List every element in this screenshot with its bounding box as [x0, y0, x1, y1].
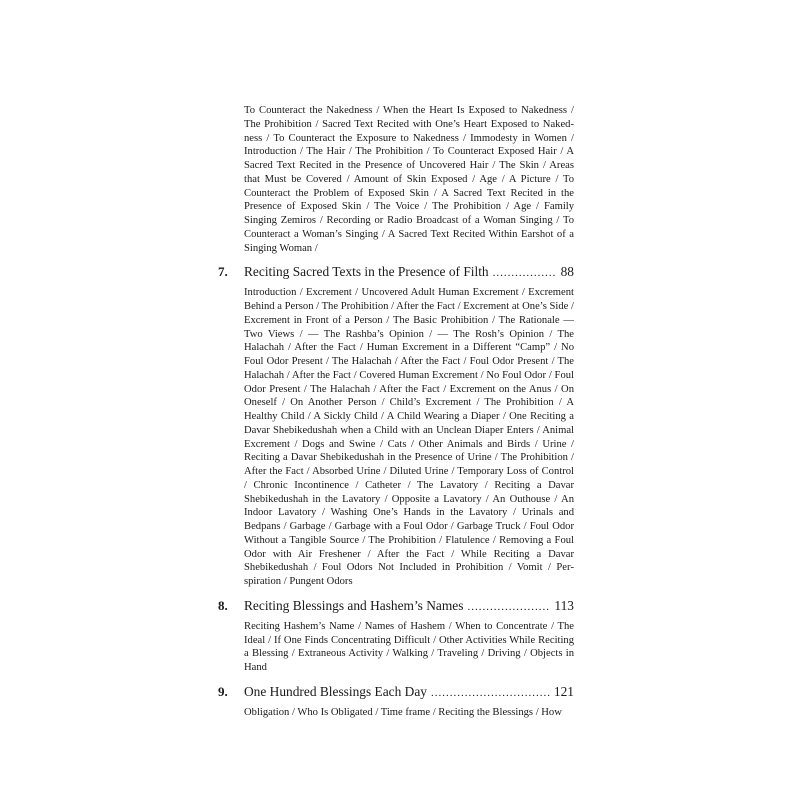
chapter-title: Reciting Sacred Texts in the Presence of Filth	[244, 264, 489, 280]
chapter-heading[interactable]	[218, 597, 574, 616]
chapter-number: 7.	[218, 264, 228, 280]
chapter-topic-list: Obligation / Who Is Obligated / Time frame / Reciting the Blessings / How	[244, 706, 562, 718]
chapter-page-number: 113	[554, 597, 574, 613]
dot-leader	[467, 598, 550, 616]
chapter-8	[218, 597, 574, 675]
chapter-heading[interactable]	[218, 683, 574, 702]
chapter-number: 9.	[218, 683, 228, 699]
chapter-topic-list: Introduction / Excrement / Uncovered Adult Human Excrement / Excrement Behind a Person / The Prohibition / After the Fact / Excrement at One’s Side / Excrement in Front of a Person / The Basic Prohibition / The Rationale — Two Views / — The Rashba’s Opinion / — The Rosh’s Opinion / The Halachah / After the Fact / Human Excrement in a Different “Camp” / No Foul Odor Present / The Halachah / After the Fact / Foul Odor Present / The Halachah / After the Fact / Covered Human Excrement / No Foul Odor / Foul Odor Present / The Halachah / After the Fact / Excrement on the Anus / On Oneself / On Another Person / Child’s Excrement / The Prohibition / A Healthy Child / A Sickly Child / A Child Wearing a Diaper / One Reciting a Davar Shebikedushah when a Child with an Unclean Diaper Enters / Animal Excrement / Dogs and Swine / Cats / Other Animals and Birds / Urine / Reciting a Davar Shebikedushah in the Presence of Urine / The Prohibition / After the Fact / Absorbed Urine / Diluted Urine / Temporary Loss of Control / Chronic Incontinence / Catheter / The Lavatory / Reciting a Davar Shebikedushah in the Lavatory / Opposite a Lavatory / An Outhouse / An Indoor Lavatory / Washing One’s Hands in the Lavatory / Urinals and Bedpans / Garbage / Garbage with a Foul Odor / Garbage Truck / Foul Odor Without a Tangible Source / The Prohibition / Flatulence / Removing a Foul Odor with Air Freshener / After the Fact / While Reciting a Davar Shebikedushah / Foul Odors Not Included in Prohibition / Vomit / Perspiration / Pungent Odors	[244, 287, 574, 587]
chapter-title: Reciting Blessings and Hashem’s Names	[244, 597, 464, 613]
intro-topic-list: To Counteract the Nakedness / When the Heart Is Exposed to Nakedness / The Prohibition / Sacred Text Recited with One’s Heart Exposed to Nakedness / To Counteract the Exposure to Nakedness / Immodesty in Women / Introduction / The Hair / The Prohibition / To Counteract Exposed Hair / A Sacred Text Recited in the Presence of Uncovered Hair / The Skin / Areas that Must be Covered / Amount of Skin Exposed / Age / A Picture / To Counteract the Problem of Exposed Skin / A Sacred Text Recited in the Presence of Exposed Skin / The Voice / The Prohibition / Age / Family Singing Zemiros / Recording or Radio Broadcast of a Woman Singing / To Counteract a Woman’s Singing / A Sacred Text Recited Within Earshot of a Singing Woman /	[244, 105, 574, 254]
chapter-page-number: 88	[560, 264, 574, 280]
dot-leader	[431, 684, 550, 702]
table-of-contents-page	[218, 104, 574, 720]
chapter-heading[interactable]	[218, 263, 574, 282]
chapter-7	[218, 263, 574, 589]
chapter-number: 8.	[218, 597, 228, 613]
chapter-topic-list: Reciting Hashem’s Name / Names of Hashem / When to Concentrate / The Ideal / If One Finds Concentrating Difficult / Other Activities While Reciting a Blessing / Extraneous Activity / Walking / Traveling / Driving / Objects in Hand	[244, 620, 574, 673]
dot-leader	[493, 264, 557, 282]
chapter-title: One Hundred Blessings Each Day	[244, 683, 427, 699]
chapter-page-number: 121	[553, 683, 574, 699]
chapter-9	[218, 683, 574, 720]
